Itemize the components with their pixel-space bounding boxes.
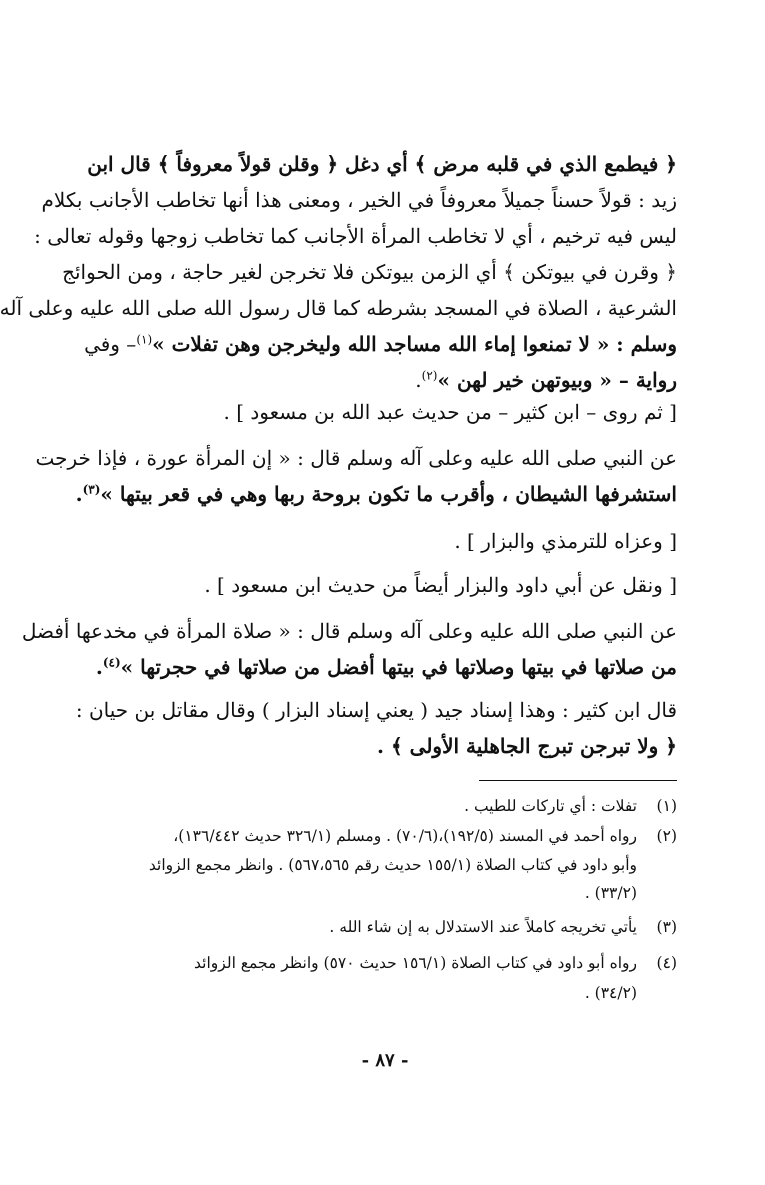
page-number: - ٨٧ - [361,1050,409,1071]
footnote-ref: (٣) [82,482,101,497]
text-line: عن النبي صلى الله عليه وعلى آله وسلم قال : « إن المرأة عورة ، فإذا خرجت [35,446,677,470]
paragraph-hadith [21,613,677,685]
footnote-separator [479,780,677,781]
hadith-text: استشرفها الشيطان ، وأقرب ما تكون بروحة ربها وهي في قعر بيتها » [100,482,677,506]
text-line: [ ونقل عن أبي داود والبزار أيضاً من حديث ابن مسعود ] . [204,573,677,597]
hadith-text: من صلاتها في بيتها وصلاتها في بيتها أفضل من صلاتها في حجرتها » [120,655,677,679]
footnote-number: (٢) [656,827,677,845]
text-fragment: – وفي [84,332,137,356]
hadith-text: رواية – « وبيوتهن خير لهن » [437,368,677,392]
text-line: عن النبي صلى الله عليه وعلى آله وسلم قال : « صلاة المرأة في مخدعها أفضل [21,619,677,643]
text-fragment: . [415,368,422,392]
text-line: [ وعزاه للترمذي والبزار ] . [454,529,677,553]
text-line: زيد : قولاً حسناً جميلاً معروفاً في الخير ، ومعنى هذا أنها تخاطب الأجانب بكلام [41,188,677,212]
paragraph-tafsir [0,146,677,398]
text-line [75,476,677,512]
text-line [85,649,677,685]
paragraph-note [85,394,677,430]
paragraph-conclusion [75,692,677,764]
text-line: قال ابن كثير : وهذا إسناد جيد ( يعني إسناد البزار ) وقال مقاتل بن حيان : [75,698,677,722]
footnote-ref: (١) [136,332,153,347]
paragraph-note [85,567,677,603]
text-line [85,326,677,362]
paragraph-note [85,523,677,559]
footnote [85,914,677,941]
text-fragment: . [95,655,103,679]
footnote [85,950,677,977]
footnote-text: رواه أبو داود في كتاب الصلاة (١٥٦/١ حديث ٥٧٠) وانظر مجمع الزوائد [194,954,637,972]
paragraph-hadith [35,440,677,512]
text-line: [ ثم روى – ابن كثير – من حديث عبد الله بن مسعود ] . [223,400,677,424]
footnote [85,823,677,850]
footnote-text: رواه أحمد في المسند (١٩٢/٥)،(٧٠/٦) . ومسلم (٣٢٦/١ حديث ١٣٦/٤٤٢)، [173,827,637,845]
text-line: ليس فيه ترخيم ، أي لا تخاطب المرأة الأجانب كما تخاطب زوجها وقوله تعالى : [34,224,677,248]
footnote [85,793,677,820]
text-line: ﴿ ولا تبرجن تبرج الجاهلية الأولى ﴾ . [377,734,677,758]
footnote-text: يأتي تخريجه كاملاً عند الاستدلال به إن شاء الله . [329,918,637,936]
footnote-ref: (٤) [102,655,121,670]
hadith-text: وسلم : « لا تمنعوا إماء الله مساجد الله وليخرجن وهن تفلات » [152,332,677,356]
text-line: ﴿ فيطمع الذي في قلبه مرض ﴾ أي دغل ﴿ وقلن قولاً معروفاً ﴾ قال ابن [87,152,677,176]
text-line [85,362,677,398]
footnote-continuation: (٣٣/٢) . [584,884,637,902]
text-line: الشرعية ، الصلاة في المسجد بشرطه كما قال رسول الله صلى الله عليه وعلى آله [0,296,677,320]
text-line: ﴿ وقرن في بيوتكن ﴾ أي الزمن بيوتكن فلا تخرجن لغير حاجة ، ومن الحوائج [62,260,677,284]
footnote-number: (١) [656,797,677,815]
footnote-continuation: (٣٤/٢) . [584,984,637,1002]
footnote-number: (٤) [656,954,677,972]
footnote-continuation: وأبو داود في كتاب الصلاة (١٥٥/١ حديث رقم ٥٦٧،٥٦٥) . وانظر مجمع الزوائد [148,856,637,874]
footnote-ref: (٢) [421,368,438,383]
footnote-text: تفلات : أي تاركات للطيب . [464,797,637,815]
footnote-number: (٣) [656,918,677,936]
text-fragment: . [75,482,83,506]
